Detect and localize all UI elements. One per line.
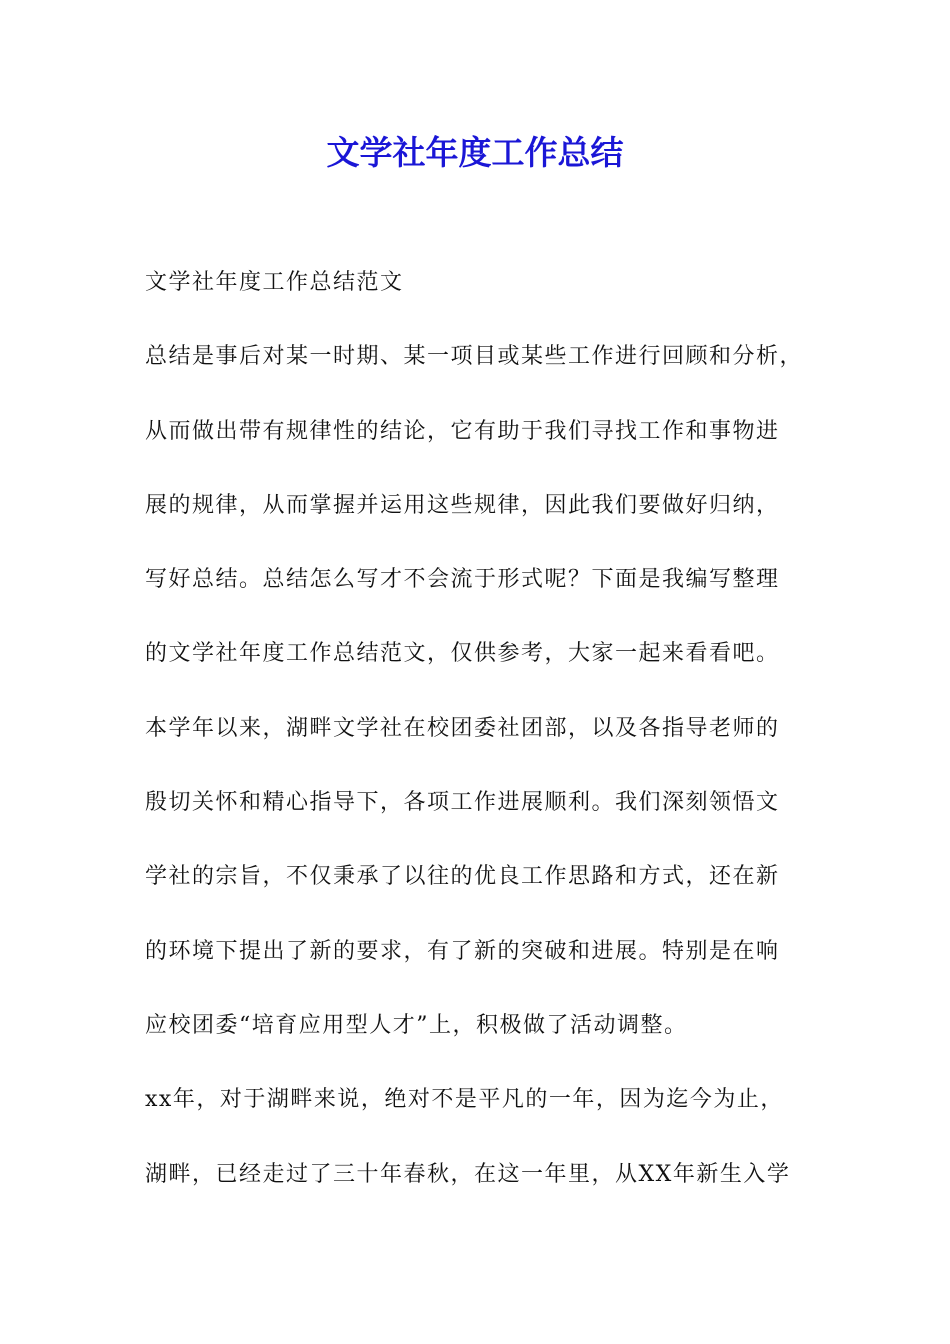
paragraph-line: 从而做出带有规律性的结论，它有助于我们寻找工作和事物进 bbox=[145, 418, 780, 444]
paragraph-line: 展的规律，从而掌握并运用这些规律，因此我们要做好归纳， bbox=[145, 492, 780, 518]
subtitle-line: 文学社年度工作总结范文 bbox=[145, 270, 404, 295]
paragraph-line: 的文学社年度工作总结范文，仅供参考，大家一起来看看吧。 bbox=[145, 641, 780, 667]
paragraph-line: xx年，对于湖畔来说，绝对不是平凡的一年，因为迄今为止， bbox=[145, 1087, 784, 1113]
paragraph-line: 学社的宗旨，不仅秉承了以往的优良工作思路和方式，还在新 bbox=[145, 864, 780, 890]
paragraph-line: 本学年以来，湖畔文学社在校团委社团部，以及各指导老师的 bbox=[145, 715, 780, 741]
document-body bbox=[145, 257, 815, 1223]
paragraph-line: 殷切关怀和精心指导下，各项工作进展顺利。我们深刻领悟文 bbox=[145, 790, 780, 816]
paragraph-line: 湖畔，已经走过了三十年春秋，在这一年里，从XX年新生入学 bbox=[145, 1161, 791, 1187]
paragraph-line: 应校团委“培育应用型人才”上，积极做了活动调整。 bbox=[145, 1012, 688, 1038]
paragraph-line: 的环境下提出了新的要求，有了新的突破和进展。特别是在响 bbox=[145, 938, 780, 964]
paragraph-line: 总结是事后对某一时期、某一项目或某些工作进行回顾和分析， bbox=[145, 344, 804, 370]
paragraph-line: 写好总结。总结怎么写才不会流于形式呢？下面是我编写整理 bbox=[145, 567, 780, 593]
document-title: 文学社年度工作总结 bbox=[326, 133, 624, 172]
